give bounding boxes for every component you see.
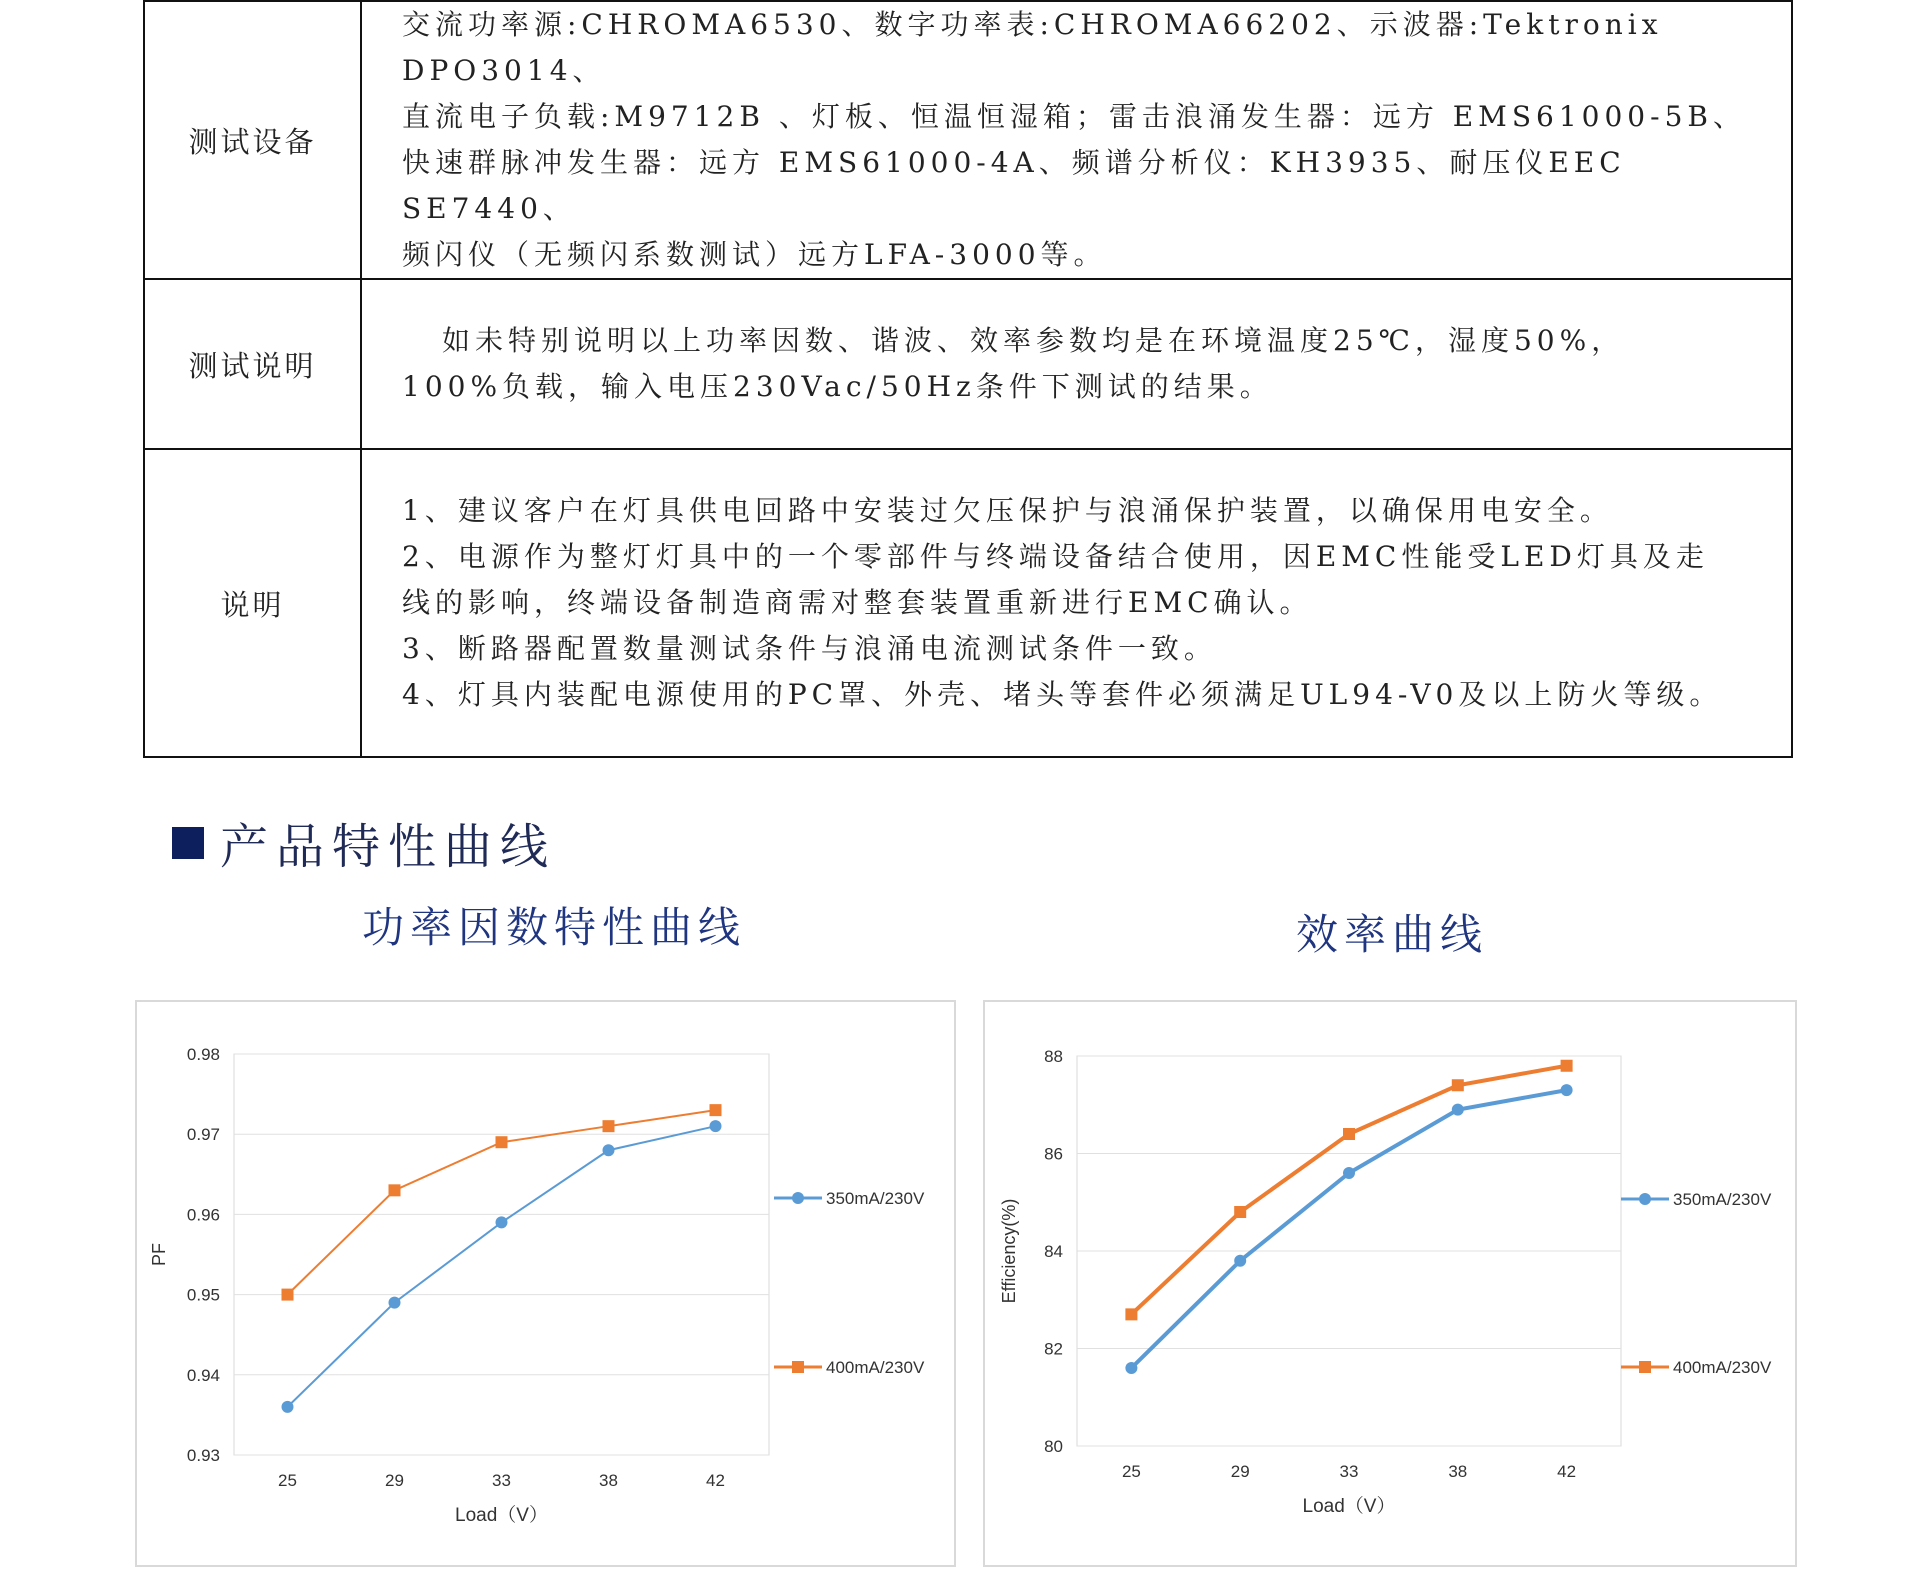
- data-point: [1452, 1104, 1464, 1116]
- row-label-test-equipment: 测试设备: [144, 1, 361, 279]
- x-tick-label: 38: [1448, 1462, 1468, 1481]
- test-equipment-text: [361, 1, 1792, 279]
- pf-chart: [135, 1000, 956, 1567]
- text-line: 1、建议客户在灯具供电回路中安装过欠压保护与浪涌保护装置，以确保用电安全。: [402, 494, 1613, 527]
- text-line: 频闪仪（无频闪系数测试）远方LFA-3000等。: [402, 238, 1107, 271]
- text-line: 如未特别说明以上功率因数、谐波、效率参数均是在环境温度25℃，湿度50%，: [442, 324, 1625, 357]
- data-point: [710, 1120, 722, 1132]
- legend-marker: [792, 1361, 804, 1373]
- x-tick-label: 25: [1121, 1462, 1141, 1481]
- data-point: [1343, 1128, 1355, 1140]
- text-line: 快速群脉冲发生器：远方 EMS61000-4A、频谱分析仪：KH3935、耐压仪EEC SE7440、: [402, 146, 1626, 225]
- data-point: [496, 1216, 508, 1228]
- data-point: [1125, 1362, 1137, 1374]
- data-point: [496, 1136, 508, 1148]
- data-point: [603, 1120, 615, 1132]
- y-tick-label: 82: [1044, 1339, 1063, 1359]
- text-line: 100%负载，输入电压230Vac/50Hz条件下测试的结果。: [402, 370, 1273, 403]
- legend-label: 400mA/230V: [1673, 1358, 1772, 1377]
- y-tick-label: 86: [1044, 1144, 1063, 1164]
- y-tick-label: 0.97: [186, 1125, 220, 1145]
- y-tick-label: 0.95: [186, 1285, 220, 1305]
- data-point: [710, 1104, 722, 1116]
- y-axis-title: PF: [149, 1242, 169, 1267]
- section-heading-text: 产品特性曲线: [220, 819, 557, 875]
- x-tick-label: 42: [706, 1471, 725, 1490]
- legend-label: 350mA/230V: [1673, 1190, 1772, 1209]
- y-tick-label: 84: [1044, 1242, 1063, 1261]
- row-label-notes: 说明: [144, 449, 361, 757]
- text-line: 交流功率源:CHROMA6530、数字功率表:CHROMA66202、示波器:Tektronix DPO3014、: [402, 8, 1663, 87]
- x-axis-title: Load（V）: [1302, 1496, 1396, 1517]
- x-axis-title: Load（V）: [455, 1505, 548, 1526]
- square-bullet-icon: [172, 827, 204, 859]
- data-point: [1343, 1167, 1355, 1179]
- notes-text: [361, 449, 1792, 757]
- x-tick-label: 33: [1339, 1462, 1359, 1481]
- efficiency-chart-title: 效率曲线: [1296, 910, 1489, 959]
- data-point: [1234, 1206, 1246, 1218]
- efficiency-chart-svg: [985, 1002, 1795, 1565]
- text-line: 4、灯具内装配电源使用的PC罩、外壳、堵头等套件必须满足UL94-V0及以上防火等级。: [402, 678, 1723, 711]
- y-tick-label: 88: [1044, 1047, 1063, 1066]
- table-row: [144, 1, 1792, 279]
- test-notes-text: [361, 279, 1792, 449]
- pf-chart-title: 功率因数特性曲线: [362, 903, 747, 952]
- section-heading: [172, 808, 556, 877]
- data-point: [282, 1401, 294, 1413]
- legend-marker: [1639, 1361, 1651, 1373]
- row-label-test-notes: 测试说明: [144, 279, 361, 449]
- text-line: 线的影响，终端设备制造商需对整套装置重新进行EMC确认。: [402, 586, 1313, 619]
- x-tick-label: 29: [385, 1471, 404, 1490]
- efficiency-chart: [983, 1000, 1797, 1567]
- data-point: [1125, 1308, 1137, 1320]
- data-point: [389, 1297, 401, 1309]
- pf-chart-svg: [137, 1002, 954, 1565]
- data-point: [1234, 1255, 1246, 1267]
- x-tick-label: 38: [599, 1471, 618, 1490]
- data-point: [389, 1184, 401, 1196]
- legend-label: 350mA/230V: [826, 1189, 925, 1208]
- data-point: [282, 1289, 294, 1301]
- legend-label: 400mA/230V: [826, 1358, 925, 1377]
- y-tick-label: 0.94: [186, 1365, 220, 1385]
- text-line: 3、断路器配置数量测试条件与浪涌电流测试条件一致。: [402, 632, 1217, 665]
- series-line: [288, 1126, 716, 1407]
- y-axis-title: Efficiency(%): [999, 1198, 1019, 1304]
- legend-marker: [1639, 1193, 1651, 1205]
- y-tick-label: 0.93: [186, 1446, 220, 1465]
- y-tick-label: 0.96: [186, 1205, 220, 1225]
- x-tick-label: 25: [278, 1471, 297, 1490]
- data-point: [1452, 1079, 1464, 1091]
- data-point: [1561, 1060, 1573, 1072]
- x-tick-label: 42: [1557, 1462, 1577, 1481]
- y-tick-label: 0.98: [186, 1045, 220, 1064]
- legend-marker: [792, 1192, 804, 1204]
- x-tick-label: 29: [1230, 1462, 1250, 1481]
- x-tick-label: 33: [492, 1471, 511, 1490]
- y-tick-label: 80: [1044, 1437, 1063, 1456]
- text-line: 直流电子负载:M9712B 、灯板、恒温恒湿箱；雷击浪涌发生器：远方 EMS61000-5B、: [402, 100, 1746, 133]
- table-row: [144, 279, 1792, 449]
- text-line: 2、电源作为整灯灯具中的一个零部件与终端设备结合使用，因EMC性能受LED灯具及走: [402, 540, 1709, 573]
- data-point: [1561, 1084, 1573, 1096]
- data-point: [603, 1144, 615, 1156]
- spec-table: [143, 0, 1793, 758]
- table-row: [144, 449, 1792, 757]
